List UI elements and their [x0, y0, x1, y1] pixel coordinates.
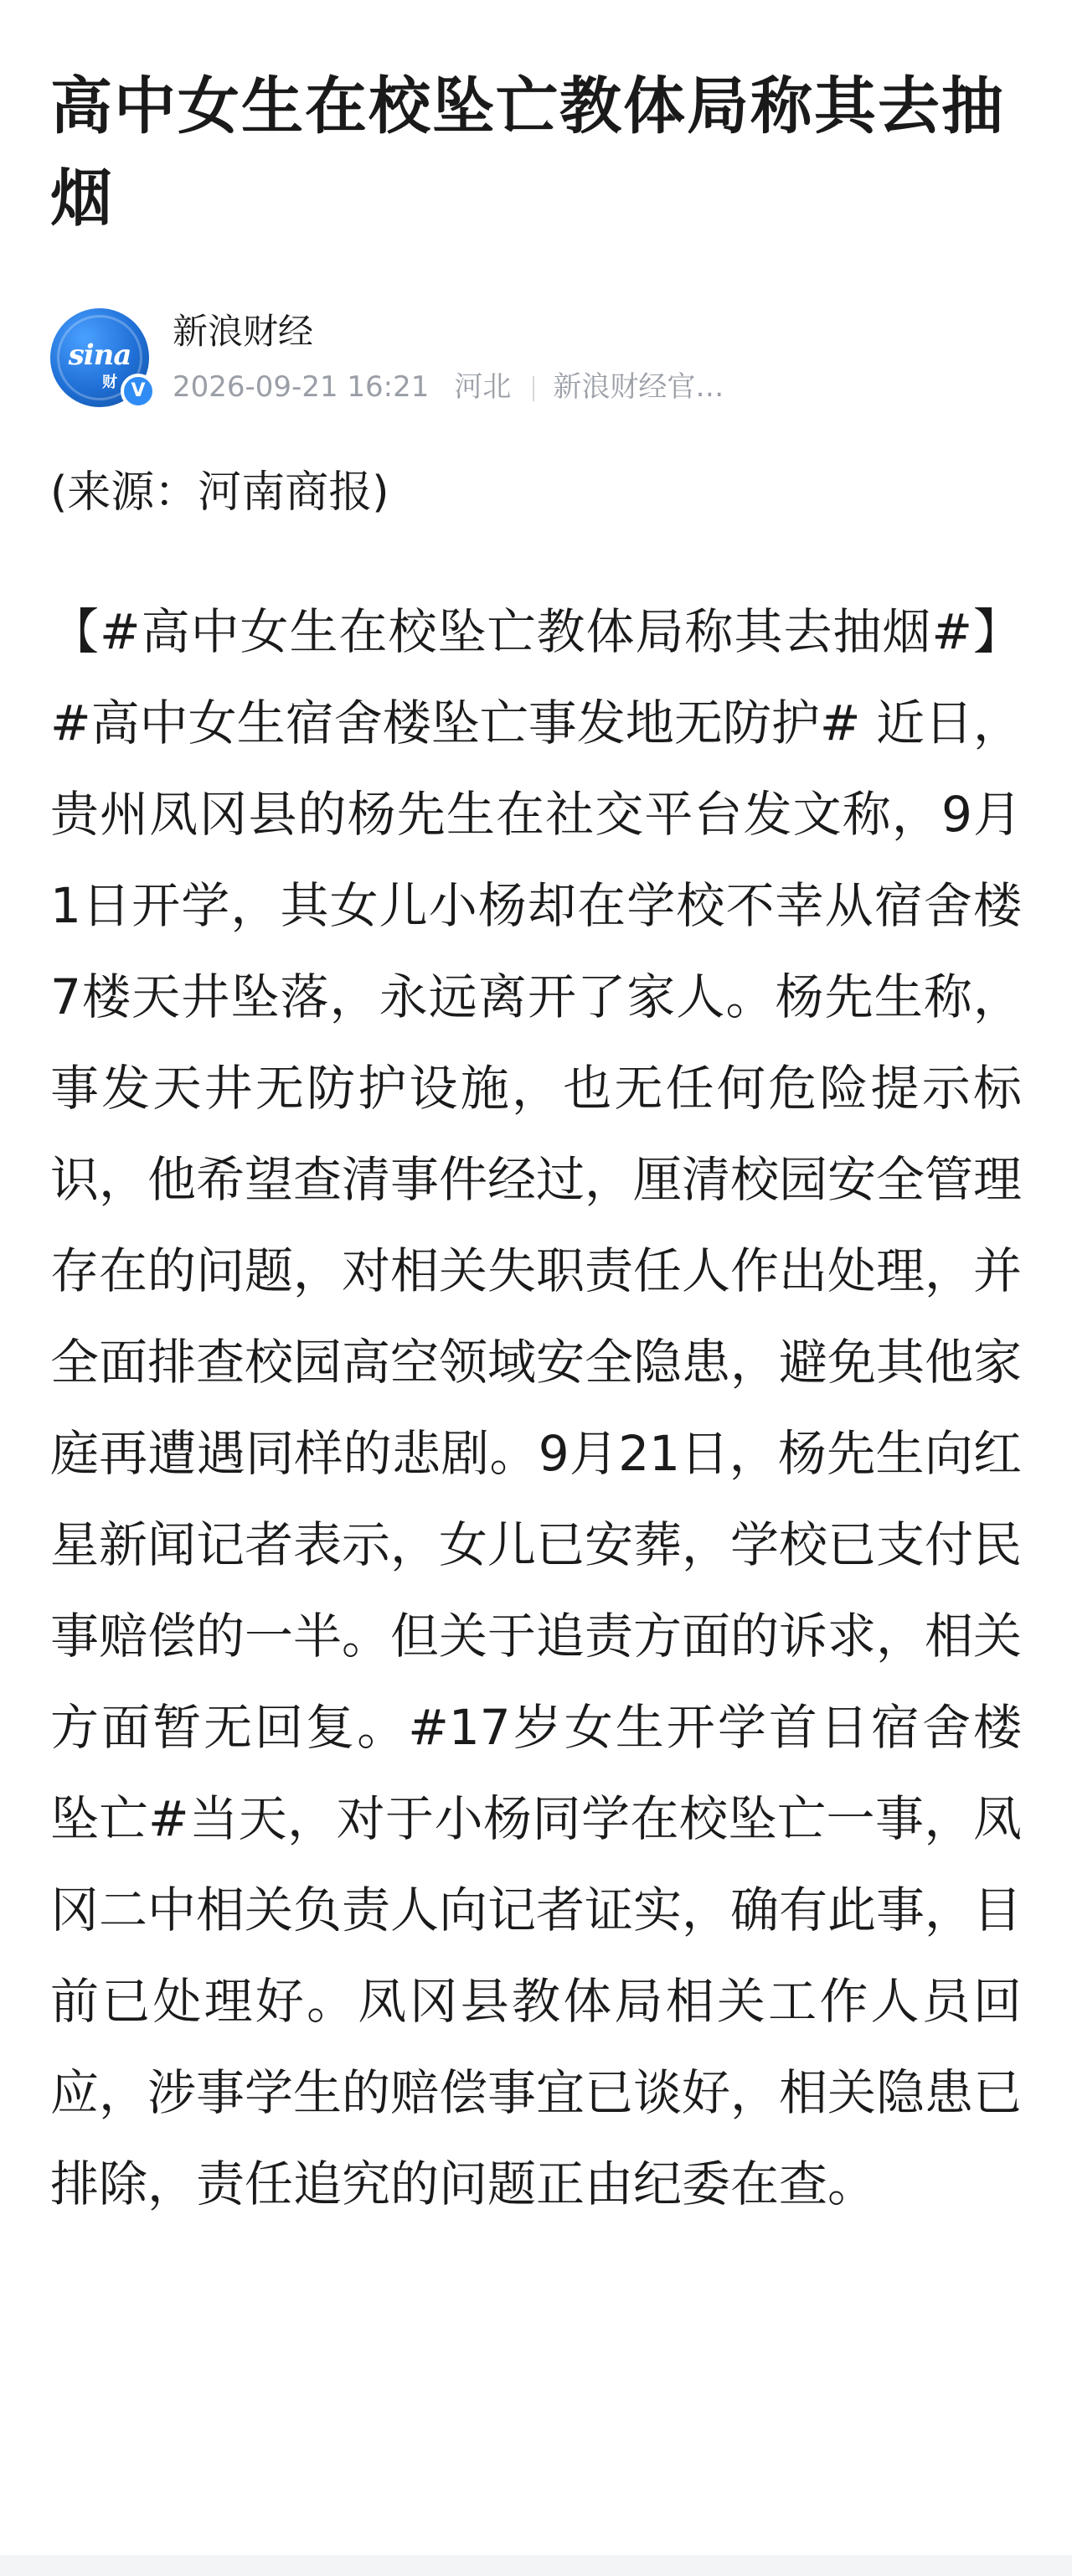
publisher-account[interactable]: 新浪财经官…: [553, 370, 724, 404]
author-name[interactable]: 新浪财经: [173, 311, 314, 352]
publish-datetime: 2026-09-21 16:21: [173, 370, 430, 404]
article-meta: [173, 367, 724, 407]
author-row[interactable]: [50, 303, 1022, 412]
publish-location: 河北: [454, 370, 512, 404]
verified-v-icon: V: [121, 374, 156, 409]
article-title: 高中女生在校坠亡教体局称其去抽烟: [50, 70, 1005, 235]
article-source: (来源：河南商报): [50, 467, 389, 518]
avatar-sub-label: 财: [102, 374, 117, 391]
sina-logo: sina: [68, 338, 131, 372]
article-body: 【#高中女生在校坠亡教体局称其去抽烟#】#高中女生宿舍楼坠亡事发地无防护# 近日，贵州凤冈县的杨先生在社交平台发文称，9月1日开学，其女儿小杨却在学校不幸从宿舍楼7楼天井坠落，永远离开了家人。杨先生称，事发天井无防护设施，也无任何危险提示标识，他希望查清事件经过，厘清校园安全管理存在的问题，对相关失职责任人作出处理，并全面排查校园高空领域安全隐患，避免其他家庭再遭遇同样的悲剧。9月21日，杨先生向红星新闻记者表示，女儿已安葬，学校已支付民事赔偿的一半。但关于追责方面的诉求，相关方面暂无回复。#17岁女生开学首日宿舍楼坠亡#当天，对于小杨同学在校坠亡一事，凤冈二中相关负责人向记者证实，确有此事，目前已处理好。凤冈县教体局相关工作人员回应，涉事学生的赔偿事宜已谈好，相关隐患已排除，责任追究的问题正由纪委在查。: [50, 603, 1023, 2212]
bottom-edge: [0, 2555, 1072, 2576]
meta-divider: [533, 376, 534, 401]
